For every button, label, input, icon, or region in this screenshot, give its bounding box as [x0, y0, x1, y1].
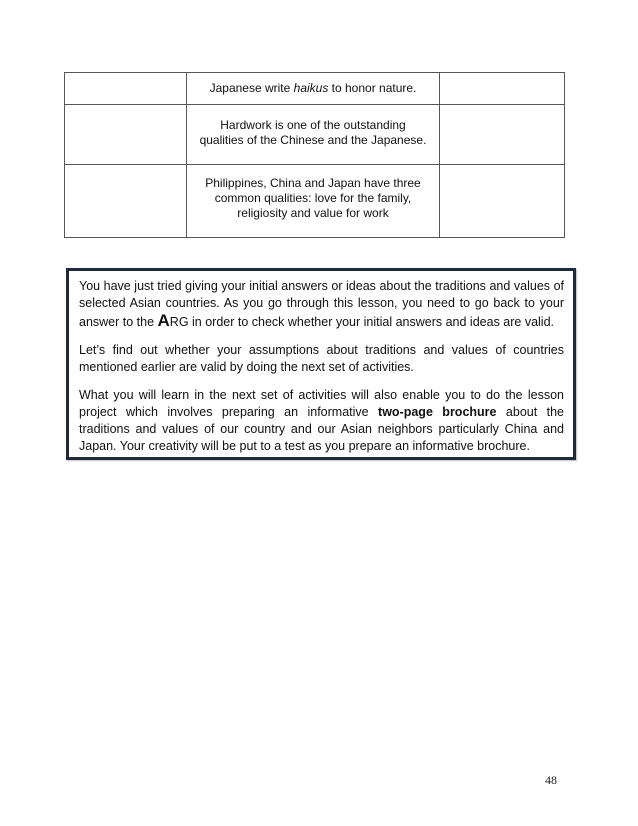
- statement-line: Philippines, China and Japan have three: [205, 176, 421, 190]
- statement-cell: [187, 165, 440, 238]
- anticipation-reaction-guide-table: [64, 72, 565, 238]
- arg-initial-letter: A: [157, 311, 170, 330]
- statement-cell: [187, 73, 440, 105]
- statement-line: religiosity and value for work: [237, 206, 389, 220]
- after-answer-cell[interactable]: [440, 73, 565, 105]
- brochure-emphasis: two-page brochure: [378, 405, 497, 419]
- before-answer-cell[interactable]: [65, 73, 187, 105]
- table-row: [65, 105, 565, 165]
- table-row: [65, 165, 565, 238]
- paragraph-text: You have just tried giving your initial answers or ideas about the traditions and values of selected Asian countries. As you go through this lesson, you need to go back to your answer to the: [79, 279, 564, 329]
- statement-line: qualities of the Chinese and the Japanese.: [199, 133, 427, 147]
- info-paragraph-1: [79, 278, 564, 331]
- paragraph-text: What you will learn in the next set of activities will also enable you to do the lesson project which involves preparing an informative: [79, 388, 564, 419]
- statement-text: to honor nature.: [328, 81, 417, 95]
- statement-emphasis: haikus: [293, 81, 329, 95]
- statement-cell: [187, 105, 440, 165]
- info-paragraph-3: [79, 387, 564, 455]
- paragraph-text: RG in order to check whether your initial answers and ideas are valid.: [169, 315, 555, 329]
- after-answer-cell[interactable]: [440, 165, 565, 238]
- before-answer-cell[interactable]: [65, 165, 187, 238]
- info-paragraph-2: Let’s find out whether your assumptions about traditions and values of countries mentioned earlier are valid by doing the next set of activities.: [79, 343, 564, 374]
- after-answer-cell[interactable]: [440, 105, 565, 165]
- paragraph-text: about the traditions and values of our country and our Asian neighbors particularly China and Japan. Your creativity will be put to a test as you prepare an informative brochure.: [79, 405, 565, 453]
- table-row: [65, 73, 565, 105]
- statement-text: Japanese write: [209, 81, 294, 95]
- lesson-info-box: [66, 268, 576, 460]
- page-number: 48: [545, 773, 557, 787]
- before-answer-cell[interactable]: [65, 105, 187, 165]
- statement-line: common qualities: love for the family,: [214, 191, 412, 205]
- statement-line: Hardwork is one of the outstanding: [220, 118, 406, 132]
